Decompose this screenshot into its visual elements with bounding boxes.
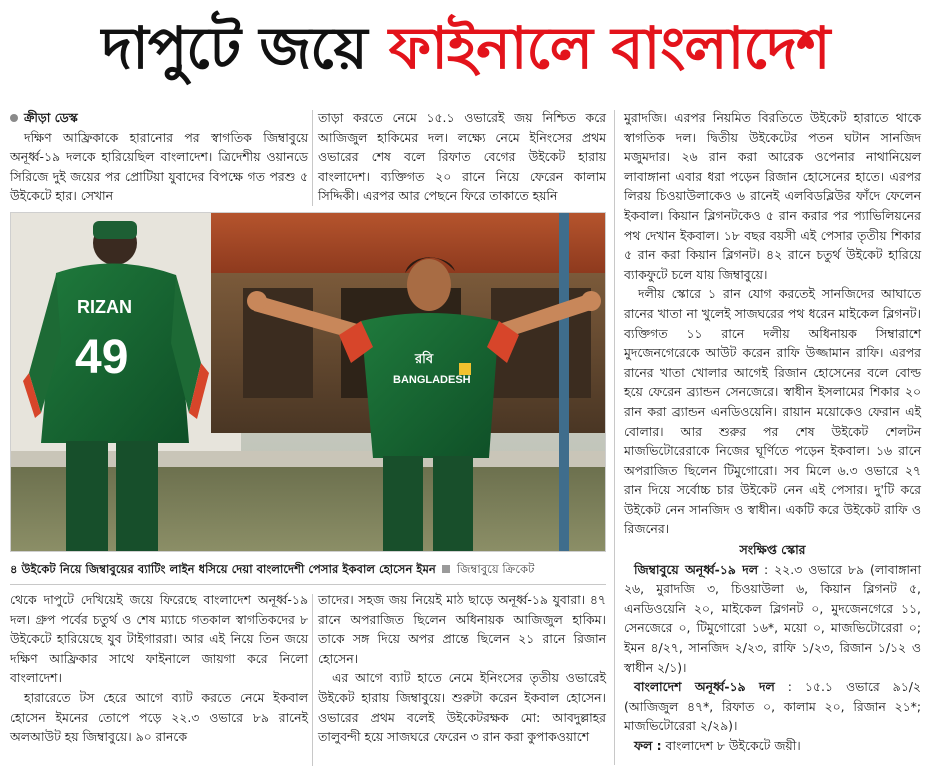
article-paragraph: দক্ষিণ আফ্রিকাকে হারানোর পর স্বাগতিক জিম্বাবুয়ে অনূর্ধ্ব-১৯ দলকে হারিয়েছিল বাংলাদেশ। ত্রিদেশীয় ওয়ানডে সিরিজে দুই জয়ের পর প্রোটিয়া যুবাদের বিপক্ষে গত পরশু ৫ উইকেটে হার। সেখান <box>10 129 308 204</box>
column-divider <box>312 110 313 206</box>
byline-text: ক্রীড়া ডেস্ক <box>24 110 78 125</box>
team-1-name: জিম্বাবুয়ে অনূর্ধ্ব-১৯ দল <box>634 561 758 577</box>
column-divider <box>312 594 313 766</box>
article-paragraph: মুরাদজি। এরপর নিয়মিত বিরতিতে উইকেট হারাতে থাকে স্বাগতিক দল। দ্বিতীয় উইকেটের পতন ঘটান সানজিদ মজুমদার। ২৬ রান করা আরেক ওপেনার নাথানিয়েল লাবাঙ্গানা এবার ধরা পড়েন রিজান হোসেনের হাতে। এরপর লিরয় চিওয়াউলাকেও ৬ রানেই এলবিডব্লিউর ফাঁদে ফেলেন ইকবাল। কিয়ান ব্লিগনটকেও ৫ রান করার পর প্যাভিলিয়নের পথ দেখান ইকবাল। ১৮ বছর বয়সী এই পেসার তৃতীয় শিকার ৫ রান করা কিয়ান ব্লিগনট। ৪২ রানে চতুর্থ উইকেট হারিয়ে ব্যাকফুটে চলে যায় জিম্বাবুয়ে। <box>624 110 921 282</box>
headline <box>0 0 931 104</box>
caption-divider <box>10 584 606 585</box>
article-paragraph: হারারেতে টস হেরে আগে ব্যাট করতে নেমে ইকবাল হোসেন ইমনের তোপে পড়ে ২২.৩ ওভারে ৮৯ রানেই অলআউট হয় জিম্বাবুয়ে। ৯০ রানকে <box>10 689 308 745</box>
column-1-top <box>10 108 308 206</box>
scorecard-team-1 <box>624 560 921 678</box>
article-paragraph: থেকে দাপুটে দেখিয়েই জয়ে ফিরেছে বাংলাদেশ অনূর্ধ্ব-১৯ দল। গ্রুপ পর্বের চতুর্থ ও শেষ ম্যাচে গতকাল স্বাগতিকদের ৮ উইকেটে হারিয়েছে যুব টাইগাররা। আর এই নিয়ে তিন জয়ে দক্ষিণ আফ্রিকার সাথে ফাইনালে জায়গা করে নিলো বাংলাদেশ। <box>10 592 308 686</box>
article-paragraph: তাদের। সহজ জয় নিয়েই মাঠ ছাড়ে অনূর্ধ্ব-১৯ যুবারা। ৪৭ রানে অপরাজিত ছিলেন অধিনায়ক আজিজুল হাকিম। তাকে সঙ্গ দিয়ে অপর প্রান্তে ছিলেন ২১ রানে রিজান হোসেন। <box>318 592 606 666</box>
photo-caption <box>10 560 606 578</box>
jersey-name: RIZAN <box>77 297 132 317</box>
country-text: BANGLADESH <box>393 374 471 386</box>
headline-part-black: দাপুটে জয়ে <box>101 13 367 82</box>
column-divider <box>614 110 615 765</box>
team-2-name: বাংলাদেশ অনূর্ধ্ব-১৯ দল <box>634 679 775 695</box>
bullet-icon <box>10 114 18 122</box>
column-2-top <box>318 108 606 206</box>
result-text: বাংলাদেশ ৮ উইকেটে জয়ী। <box>665 738 801 753</box>
scorecard-team-2 <box>624 677 921 736</box>
column-2-bottom <box>318 590 606 747</box>
scorecard-result <box>624 736 921 756</box>
news-photo <box>10 212 606 552</box>
column-3 <box>624 108 921 756</box>
team-1-detail: (লাবাঙ্গানা ২৬, মুরাদজি ৩, চিওয়াউলা ৬, কিয়ান ব্লিগনট ৫, এনডিওয়েনি ২০, মাইকেল ব্লিগনট ০, মুদজেনগেরে ১১, সেনজেরে ০, টিমুগোরো ১৬*, ময়ো ০, মাজভিটোরেরা ০; ইমন ৪/২৭, সানজিদ ২/২৩, রাফি ১/২৩, রিজান ১/১২ ও স্বাধীন ২/১)। <box>624 561 921 675</box>
photo-credit: জিম্বাবুয়ে ক্রিকেট <box>456 562 535 576</box>
byline <box>10 108 308 128</box>
caption-text: ৪ উইকেট নিয়ে জিম্বাবুয়ের ব্যাটিং লাইন ধসিয়ে দেয়া বাংলাদেশী পেসার ইকবাল হোসেন ইমন <box>10 562 436 576</box>
column-1-bottom <box>10 590 308 747</box>
scorecard <box>624 540 921 756</box>
caption-separator-icon <box>442 565 450 573</box>
article-paragraph: দলীয় স্কোরে ১ রান যোগ করতেই সানজিদের আঘাতে রানের খাতা না খুলেই সাজঘরের পথ ধরেন মাইকেল ব্লিগনট। ব্যক্তিগত ১১ রানে দলীয় অধিনায়ক সিম্বারাশে মুদজেনগেরেকে আউট করেন রাফি উজ্জামান রাফি। এরপর রানের খাতা খোলার আগেই রিজান হোসেনের বলে বোল্ড হয়ে ফেরেন ব্র্যান্ডন সেনজেরে। স্বাধীন ইসলামের শিকার ২০ রান করা ব্র্যান্ডন এনডিওয়েনি। রায়ান ময়োকেও ফেরান এই বোলার। আর শুরুর পর শেষ উইকেট শেলটন মাজভিটোরেরাকে নিজের ঘূর্ণিতে পড়েন ইকবাল। ১৬ রানে অপরাজিত ছিলেন টিমুগোরো। সব মিলে ৬.৩ ওভারে ২৭ রান দিয়ে সর্বোচ্চ চার উইকেট নেন এই পেসার। দু'টি করে উইকেট নেন সানজিদ ও স্বাধীন। একটি করে উইকেট রাফি ও রিজনের। <box>624 286 921 537</box>
article-paragraph: তাড়া করতে নেমে ১৫.১ ওভারেই জয় নিশ্চিত করে আজিজুল হাকিমের দল। লক্ষ্যে নেমে ইনিংসের প্রথম ওভারের শেষ বলে রিফাত বেগের উইকেট হারায় বাংলাদেশ। ব্যক্তিগত ২০ রানে নিয়ে ফেরেন কালাম সিদ্দিকী। এরপর আর পেছনে ফিরে তাকাতে হয়নি <box>318 110 606 204</box>
sponsor-text: রবি <box>415 352 434 367</box>
team-2-detail: (আজিজুল ৪৭*, রিফাত ০, কালাম ২০, রিজান ২১*; মাজভিটোরেরা ২/২৯)। <box>624 698 921 734</box>
scorecard-title: সংক্ষিপ্ত স্কোর <box>739 542 806 558</box>
team-2-score: : ১৫.১ ওভারে ৯১/২ <box>787 679 921 695</box>
headline-part-red: ফাইনালে বাংলাদেশ <box>388 13 830 82</box>
jersey-number: 49 <box>75 331 129 384</box>
article-paragraph: এর আগে ব্যাট হাতে নেমে ইনিংসের তৃতীয় ওভারেই উইকেট হারায় জিম্বাবুয়ে। শুরুটা করেন ইকবাল হোসেন। ওভারের প্রথম বলেই উইকেটরক্ষক মো: আবদুল্লাহর তালুবন্দী হয়ে সাজঘরে ফেরেন ৩ রান করা কুপাকওয়াশে <box>318 670 606 745</box>
team-1-score: : ২২.৩ ওভারে ৮৯ <box>763 561 865 577</box>
result-label: ফল : <box>634 738 662 753</box>
